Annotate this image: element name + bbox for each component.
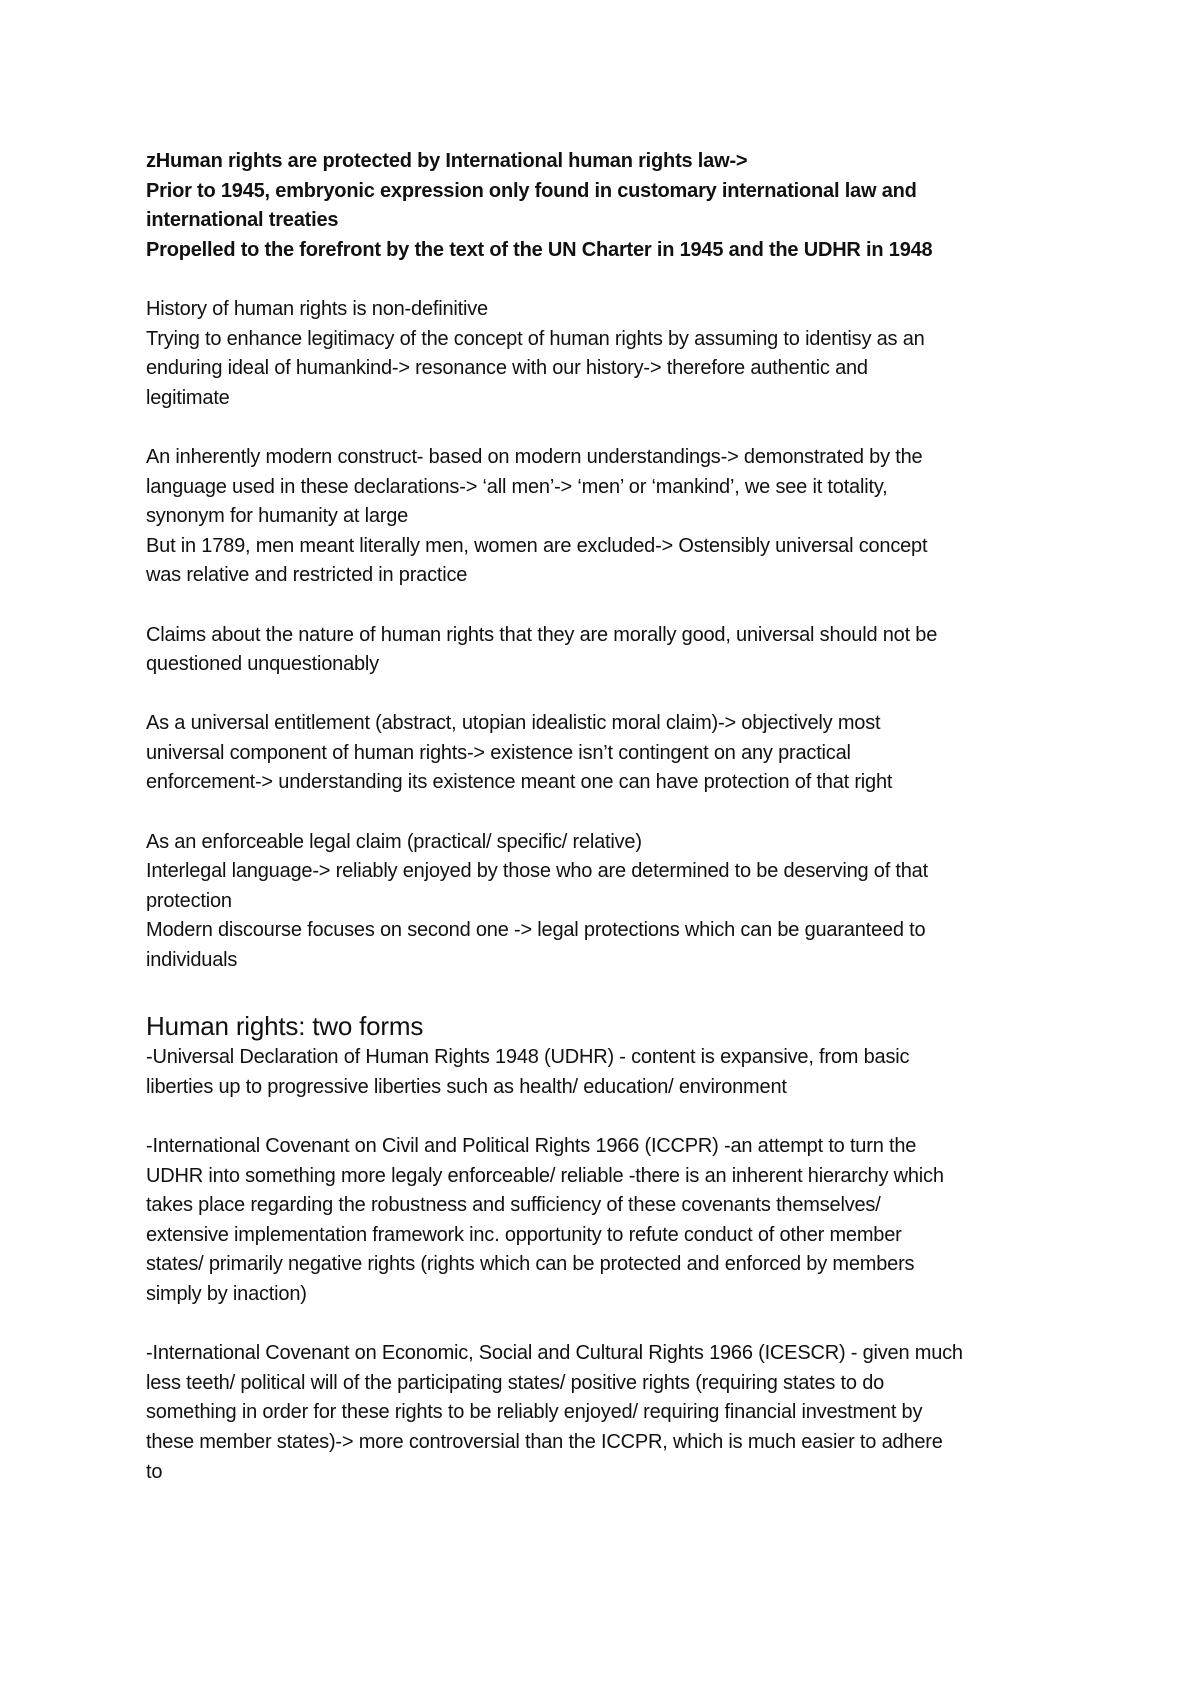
text-line: extensive implementation framework inc. opportunity to refute conduct of other member xyxy=(146,1223,902,1246)
paragraph-gap xyxy=(146,413,1076,443)
text-line: enforcement-> understanding its existence meant one can have protection of that right xyxy=(146,771,893,794)
text-line: less teeth/ political will of the participating states/ positive rights (requiring states to do xyxy=(146,1371,885,1394)
text-line: individuals xyxy=(146,949,238,972)
text-line: language used in these declarations-> ‘all men’-> ‘men’ or ‘mankind’, we see it totality, xyxy=(146,475,888,498)
modern-construct-paragraph xyxy=(146,443,1076,591)
text-line: to xyxy=(146,1460,163,1483)
text-line: Claims about the nature of human rights that they are morally good, universal should not be xyxy=(146,623,938,646)
text-line: -Universal Declaration of Human Rights 1948 (UDHR) - content is expansive, from basic xyxy=(146,1046,910,1069)
text-line: Propelled to the forefront by the text of the UN Charter in 1945 and the UDHR in 1948 xyxy=(146,238,933,261)
claims-paragraph xyxy=(146,621,1076,680)
text-line: international treaties xyxy=(146,209,339,232)
text-line: As an enforceable legal claim (practical/ specific/ relative) xyxy=(146,830,642,853)
text-line: But in 1789, men meant literally men, women are excluded-> Ostensibly universal concept xyxy=(146,534,928,557)
text-line: legitimate xyxy=(146,386,230,409)
paragraph-gap xyxy=(146,680,1076,710)
text-line: states/ primarily negative rights (rights which can be protected and enforced by members xyxy=(146,1253,915,1276)
text-line: Prior to 1945, embryonic expression only found in customary international law and xyxy=(146,179,917,202)
text-line: questioned unquestionably xyxy=(146,653,379,676)
text-line: Trying to enhance legitimacy of the concept of human rights by assuming to identisy as an xyxy=(146,327,925,350)
text-line: zHuman rights are protected by International human rights law-> xyxy=(146,150,748,172)
text-line: simply by inaction) xyxy=(146,1282,307,1305)
document-page xyxy=(146,147,1076,1487)
history-paragraph xyxy=(146,295,1076,413)
text-line: synonym for humanity at large xyxy=(146,505,409,528)
paragraph-gap xyxy=(146,591,1076,621)
text-line: As a universal entitlement (abstract, utopian idealistic moral claim)-> objectively most xyxy=(146,712,881,735)
text-line: An inherently modern construct- based on modern understandings-> demonstrated by the xyxy=(146,445,923,468)
text-line: -International Covenant on Economic, Social and Cultural Rights 1966 (ICESCR) - given much xyxy=(146,1342,963,1365)
paragraph-gap xyxy=(146,976,1076,1006)
paragraph-gap xyxy=(146,798,1076,828)
paragraph-gap xyxy=(146,1310,1076,1340)
intro-paragraph xyxy=(146,147,1076,265)
enforceable-claim-paragraph xyxy=(146,828,1076,976)
text-line: Modern discourse focuses on second one -> legal protections which can be guaranteed to xyxy=(146,919,926,942)
text-line: was relative and restricted in practice xyxy=(146,564,468,587)
text-line: -International Covenant on Civil and Political Rights 1966 (ICCPR) -an attempt to turn the xyxy=(146,1135,917,1157)
text-line: History of human rights is non-definitive xyxy=(146,297,488,320)
text-line: liberties up to progressive liberties such as health/ education/ environment xyxy=(146,1075,787,1098)
text-line: takes place regarding the robustness and sufficiency of these covenants themselves/ xyxy=(146,1194,881,1217)
icescr-paragraph xyxy=(146,1339,1076,1487)
paragraph-gap xyxy=(146,265,1076,295)
text-line: Interlegal language-> reliably enjoyed by those who are determined to be deserving of that xyxy=(146,860,928,883)
udhr-paragraph xyxy=(146,1043,1076,1102)
text-line: UDHR into something more legaly enforceable/ reliable -there is an inherent hierarchy which xyxy=(146,1164,944,1187)
paragraph-gap xyxy=(146,1102,1076,1132)
text-line: enduring ideal of humankind-> resonance with our history-> therefore authentic and xyxy=(146,357,868,380)
text-line: something in order for these rights to be reliably enjoyed/ requiring financial investment by xyxy=(146,1401,923,1424)
iccpr-paragraph xyxy=(146,1132,1076,1310)
section-heading: Human rights: two forms xyxy=(146,1011,424,1042)
text-line: protection xyxy=(146,889,232,912)
text-line: universal component of human rights-> existence isn’t contingent on any practical xyxy=(146,741,851,764)
universal-entitlement-paragraph xyxy=(146,709,1076,798)
text-line: these member states)-> more controversial than the ICCPR, which is much easier to adhere xyxy=(146,1430,943,1453)
